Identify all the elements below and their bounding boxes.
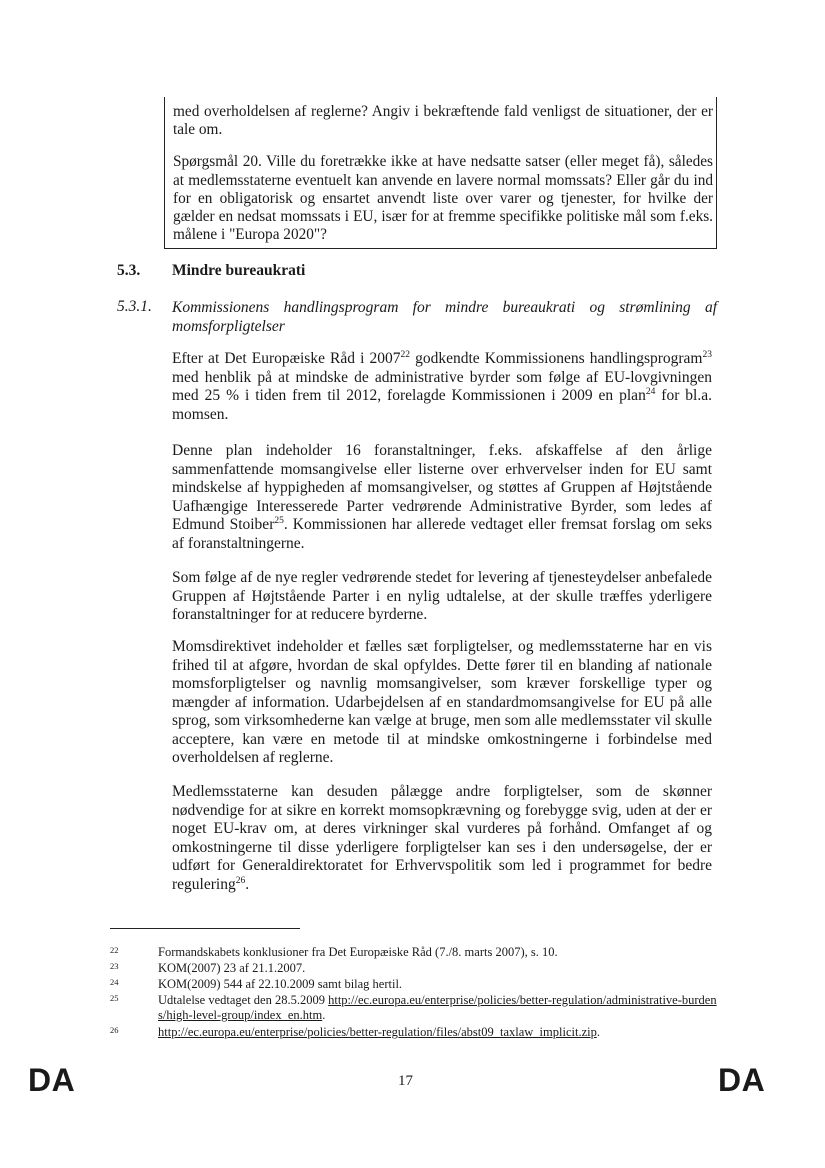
footnote-25-link[interactable]: http://ec.europa.eu/enterprise/policies/better-regulation/administrative-burdens/high-level-group/index_en.htm bbox=[158, 993, 717, 1022]
paragraph-2: Denne plan indeholder 16 foranstaltninger, f.eks. afskaffelse af den årlige sammenfattende momsangivelse eller listerne over erhvervelser inden for EU samt mindskelse af hyppigheden af momsangivelser, og støttes af Gruppen af Højtstående Uafhængige Interesserede Parter vedrørende Administrative Byrder, som ledes af Edmund Stoiber$^{25}$. Kommissionen har allerede vedtaget eller fremsat forslag om seks af foranstaltningerne. bbox=[172, 442, 712, 552]
subsection-number: 5.3.1. bbox=[117, 298, 152, 315]
footnote-26-link[interactable]: http://ec.europa.eu/enterprise/policies/better-regulation/files/abst09_taxlaw_implicit.zip bbox=[158, 1025, 597, 1039]
question-20: Spørgsmål 20. Ville du foretrække ikke at have nedsatte satser (eller meget få), således at medlemsstaterne eventuelt kan anvende en lavere normal momssats? Eller går du ind for en obligatorisk og ensartet anvendt liste over varer og tjenester, for hvilke der gælder en nedsat momssats i EU, især for at fremme specifikke politiske mål som f.eks. målene i "Europa 2020"? bbox=[173, 153, 713, 244]
section-number: 5.3. bbox=[117, 262, 141, 279]
document-page: med overholdelsen af reglerne? Angiv i bekræftende fald venligst de situationer, der er tale om. Spørgsmål 20. Ville du foretrække ikke at have nedsatte satser (eller meget få), således at medlemsstaterne eventuelt kan anvende en lavere normal momssats? Eller går du ind for en obligatorisk og ensartet anvendt liste over varer og tjenester, for hvilke der gælder en nedsat momssats i EU, især for at fremme specifikke politiske mål som f.eks. målene i "Europa 2020"? 5.3. Mindre bureaukrati 5.3.1. Kommissionens handlingsprogram for mindre bureaukrati og strømlining af momsforpligtelser Efter at Det Europæiske Råd i 2007$^{22}$ godkendte Kommissionens handlingsprogram$^{23}$ med henblik på at mindske de administrative byrder som følge af EU-lovgivningen med 25 % i tiden frem til 2012, forelagde Kommissionen i 2009 en plan$^{24}$ for bl.a. momsen. Denne plan indeholder 16 foranstaltninger, f.eks. afskaffelse af den årlige sammenfattende momsangivelse eller listerne over erhvervelser inden for EU samt mindskelse af hyppigheden af momsangivelser, og støttes af Gruppen af Højtstående Uafhængige Interesserede Parter vedrørende Administrative Byrder, som ledes af Edmund Stoiber$^{25}$. Kommissionen har allerede vedtaget eller fremsat forslag om seks af foranstaltningerne. Som følge af de nye regler vedrørende stedet for levering af tjenesteydelser anbefalede Gruppen af Højtstående Parter i en nylig udtalelse, at der skulle træffes yderligere foranstaltninger for at reducere byrderne. Momsdirektivet indeholder et fælles sæt forpligtelser, og medlemsstaterne har en vis frihed til at afgøre, hvordan de skal opfyldes. Dette fører til en blanding af nationale momsforpligtelser og navnlig momsangivelser, som kræver forskellige typer og mængder af information. Udarbejdelsen af en standardmomsangivelse for EU på alle sprog, som virksomhederne kan vælge at bruge, men som alle medlemsstater vil skulle acceptere, kan være en metode til at mindske omkostningerne i forbindelse med overholdelsen af reglerne. Medlemsstaterne kan desuden pålægge andre forpligtelser, som de skønner nødvendige for at sikre en korrekt momsopkrævning og forebygge svig, uden at der er noget EU-krav om, at deres virkninger skal vurderes på forhånd. Omfanget af og omkostningerne til disse yderligere forpligtelser kan ses i den undersøgelse, der er udført for Generaldirektoratet for Erhvervspolitik som led i programmet for bedre regulering$^{26}$. 22 Formandskabets konklusioner fra Det Europæiske Råd (7./8. marts 2007), s. 10. 23 KOM(2007) 23 af 21.1.2007. 24 KOM(2009) 544 af 22.10.2009 samt bilag hertil. 25 Udtalelse vedtaget den 28.5.2009 http://ec.europa.eu/enterprise/policies/better-regulation/administrative-burdens/high-level-group/index_en.htm. 26 http://ec.europa.eu/enterprise/policies/better-regulation/files/abst09_taxlaw_implicit.zip. DA 17 DA bbox=[0, 0, 825, 1168]
footnote-ref-26[interactable]: 26 bbox=[235, 875, 246, 886]
paragraph-1: Efter at Det Europæiske Råd i 2007$^{22}$ godkendte Kommissionens handlingsprogram$^{23}$ med henblik på at mindske de administrative byrder som følge af EU-lovgivningen med 25 % i tiden frem til 2012, forelagde Kommissionen i 2009 en plan$^{24}$ for bl.a. momsen. bbox=[172, 350, 712, 423]
footnote-ref-22[interactable]: 22 bbox=[400, 350, 410, 360]
section-title: Mindre bureaukrati bbox=[172, 262, 306, 279]
footnote-ref-23[interactable]: 23 bbox=[702, 350, 712, 360]
footnote-ref-25[interactable]: 25 bbox=[274, 516, 284, 526]
paragraph-3: Som følge af de nye regler vedrørende stedet for levering af tjenesteydelser anbefalede Gruppen af Højtstående Parter i en nylig udtalelse, at der skulle træffes yderligere foranstaltninger for at reducere byrderne. bbox=[172, 569, 712, 623]
footnote-separator bbox=[110, 928, 300, 929]
language-code-left: DA bbox=[28, 1062, 76, 1098]
footnote-ref-24[interactable]: 24 bbox=[645, 387, 656, 397]
paragraph-4: Momsdirektivet indeholder et fælles sæt forpligtelser, og medlemsstaterne har en vis frihed til at afgøre, hvordan de skal opfyldes. Dette fører til en blanding af nationale momsforpligtelser og navnlig momsangivelser, som kræver forskellige typer og mængder af information. Udarbejdelsen af en standardmomsangivelse for EU på alle sprog, som virksomhederne kan vælge at bruge, men som alle medlemsstater vil skulle acceptere, kan være en metode til at mindske omkostningerne i forbindelse med overholdelsen af reglerne. bbox=[172, 638, 712, 766]
paragraph-5: Medlemsstaterne kan desuden pålægge andre forpligtelser, som de skønner nødvendige for at sikre en korrekt momsopkrævning og forebygge svig, uden at der er noget EU-krav om, at deres virkninger skal vurderes på forhånd. Omfanget af og omkostningerne til disse yderligere forpligtelser kan ses i den undersøgelse, der er udført for Generaldirektoratet for Erhvervspolitik som led i programmet for bedre regulering$^{26}$. bbox=[172, 783, 712, 893]
subsection-title: Kommissionens handlingsprogram for mindre bureaukrati og strømlining af momsforpligtelser bbox=[172, 299, 717, 335]
question-box bbox=[164, 97, 717, 249]
box-text-continuation: med overholdelsen af reglerne? Angiv i bekræftende fald venligst de situationer, der er tale om. bbox=[173, 103, 713, 139]
language-code-right: DA bbox=[718, 1062, 766, 1098]
page-number: 17 bbox=[398, 1073, 413, 1089]
